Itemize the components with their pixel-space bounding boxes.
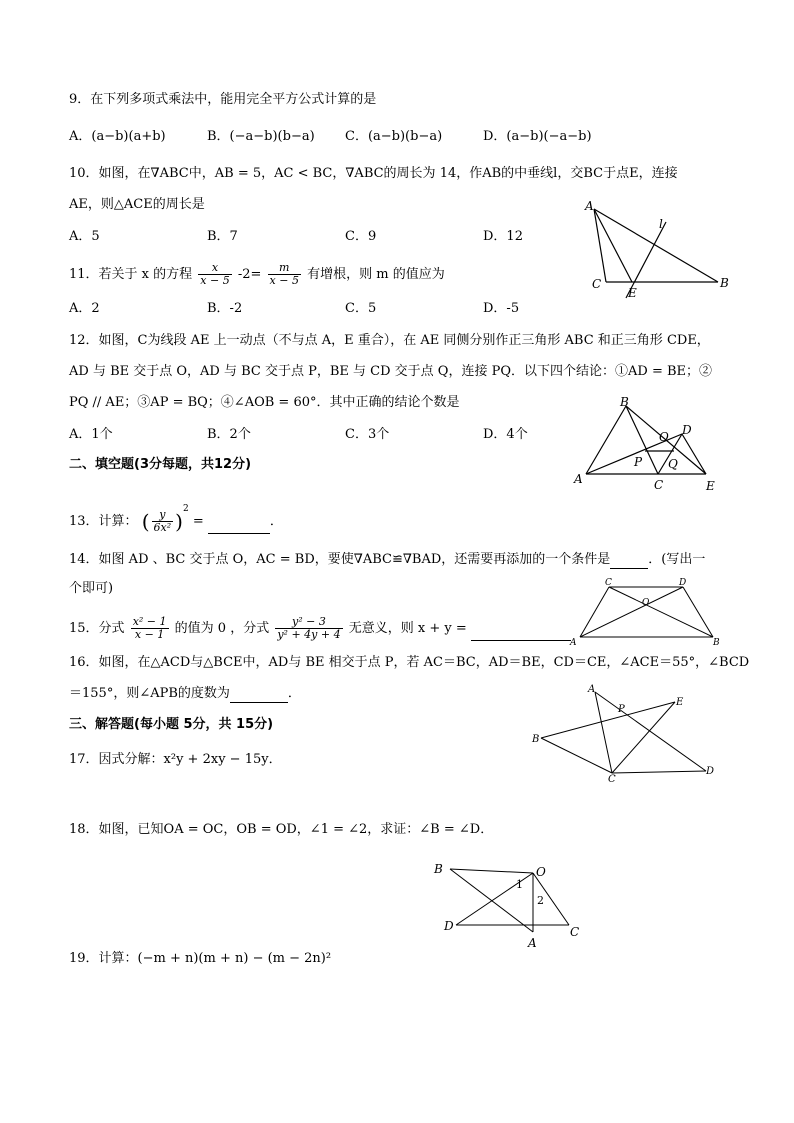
q16-label-e: E [676, 697, 684, 708]
q15-frac1: $\frac{\text{x² − 1}}{x - 1}$ [132, 615, 167, 641]
q16-answer-blank[interactable] [230, 688, 288, 703]
q14-label-c: C [605, 578, 612, 588]
q14-label-b: B [713, 638, 720, 648]
q11-option-a: A．2 [69, 301, 100, 316]
q14-tail: ．(写出一 [648, 552, 706, 567]
q18-label-c: C [570, 925, 580, 939]
q12-label-b: B [620, 395, 629, 409]
q13-frac: $\frac{y}{\text{6x²}}$ [153, 508, 172, 534]
q12-label-a: A [574, 472, 583, 486]
q11-stem [69, 262, 445, 287]
q10-figure [580, 200, 740, 305]
q14-line1 [69, 551, 705, 569]
q10-label-a: A [585, 199, 594, 213]
q12-line1: 12．如图，C为线段 AE 上一动点（不与点 A，E 重合），在 AE 同侧分别作正三角形 ABC 和正三角形 CDE， [69, 333, 710, 348]
q9-option-c: C．(a−b)(b−a) [345, 129, 443, 144]
q10-line2: AE，则△ACE的周长是 [69, 197, 205, 212]
q14-stem: 14．如图 AD 、BC 交于点 O，AC = BD，要使∇ABC≌∇BAD，还需要再添加的一个条件是 [69, 552, 611, 567]
q13-equals: = [192, 514, 204, 529]
q16-figure [530, 685, 730, 785]
q11-post: 有增根，则 m 的值应为 [307, 267, 445, 282]
q11-pre: 11．若关于 x 的方程 [69, 267, 193, 282]
q9-option-b: B．(−a−b)(b−a) [207, 129, 315, 144]
q13-pre: 13．计算： [69, 514, 138, 529]
q15-post: 无意义，则 x + y = [348, 621, 467, 636]
section-2-title: 二、填空题(3分每题，共12分) [69, 457, 252, 472]
q12-line3: PQ // AE；③AP = BQ；④∠AOB = 60°．其中正确的结论个数是 [69, 395, 460, 410]
q10-option-c: C．9 [345, 229, 377, 244]
q10-option-b: B．7 [207, 229, 238, 244]
q18-label-d: D [444, 919, 454, 933]
q11-frac1: $\frac{x}{x - 5}$ [200, 261, 230, 287]
q14-label-o: O [642, 598, 650, 608]
q9-option-a: A．(a−b)(a+b) [69, 129, 166, 144]
q12-label-e: E [706, 479, 715, 493]
q16-label-b: B [532, 734, 540, 745]
q13-end: ． [269, 514, 283, 529]
q11-frac2: $\frac{m}{x - 5}$ [269, 261, 299, 287]
q10-option-a: A．5 [69, 229, 100, 244]
q10-label-c: C [592, 277, 602, 291]
q16-end: ． [287, 686, 301, 701]
q12-option-c: C．3个 [345, 427, 390, 442]
q18-label-a: A [528, 936, 537, 950]
q16-line2 [69, 685, 301, 703]
q14-label-d: D [679, 578, 687, 588]
q13-answer-blank[interactable] [208, 519, 270, 534]
q15-mid: 的值为 0 ，分式 [174, 621, 270, 636]
q15-answer-blank[interactable] [471, 626, 571, 641]
q9-stem: 9．在下列多项式乘法中，能用完全平方公式计算的是 [69, 92, 377, 107]
q10-label-b: B [720, 276, 729, 290]
q16-label-c: C [608, 774, 616, 785]
q16-stem-end: ＝155°，则∠APB的度数为 [69, 686, 230, 701]
q12-label-d: D [682, 423, 692, 437]
q10-line1: 10．如图，在∇ABC中，AB = 5，AC < BC，∇ABC的周长为 14，作AB的中垂线l，交BC于点E，连接 [69, 166, 678, 181]
q14-answer-blank[interactable] [610, 554, 648, 569]
q19-stem: 19．计算：(−m + n)(m + n) − (m − 2n)² [69, 951, 332, 966]
q13-stem: 13．计算： ( $\frac{y}{\text{6x²}}$ )$^2$ = ． [69, 504, 283, 534]
q14-figure [565, 575, 725, 650]
q11-option-b: B．-2 [207, 301, 243, 316]
q18-figure [430, 858, 590, 948]
q11-option-c: C．5 [345, 301, 377, 316]
q12-label-c: C [654, 478, 664, 492]
q16-label-p: P [618, 704, 625, 715]
q12-option-b: B．2个 [207, 427, 251, 442]
q15-frac2: $\frac{\text{y² − 3}}{\text{y² + 4y + 4}}$ [277, 615, 341, 641]
q18-angle-1: 1 [516, 878, 523, 891]
q15-pre: 15．分式 [69, 621, 125, 636]
section-3-title: 三、解答题(每小题 5分，共 15分) [69, 717, 274, 732]
q16-line1: 16．如图，在△ACD与△BCE中，AD与 BE 相交于点 P，若 AC＝BC，AD＝BE，CD＝CE，∠ACE＝55°，∠BCD [69, 655, 750, 670]
q10-label-l: l [659, 217, 663, 231]
q14-label-a: A [570, 638, 577, 648]
q10-option-d: D．12 [483, 229, 523, 244]
q12-option-a: A．1个 [69, 427, 113, 442]
q18-label-o: O [536, 865, 546, 879]
q18-angle-2: 2 [537, 894, 544, 907]
q12-label-o: O [659, 430, 669, 444]
q12-option-d: D．4个 [483, 427, 528, 442]
q18-label-b: B [434, 862, 443, 876]
q16-label-d: D [706, 766, 715, 777]
q12-label-p: P [634, 455, 643, 469]
q12-line2: AD 与 BE 交于点 O，AD 与 BC 交于点 P，BE 与 CD 交于点 Q，连接 PQ．以下四个结论：①AD = BE；② [69, 364, 713, 379]
q15-stem [69, 616, 571, 641]
q11-option-d: D．-5 [483, 301, 520, 316]
q9-option-d: D．(a−b)(−a−b) [483, 129, 592, 144]
q13-exponent: 2 [182, 504, 189, 514]
q12-figure [570, 394, 720, 494]
q10-label-e: E [628, 286, 637, 300]
q12-label-q: Q [668, 457, 678, 471]
q17-stem: 17．因式分解：x²y + 2xy − 15y． [69, 752, 282, 767]
q11-mid: -2= [237, 267, 262, 282]
q16-label-a: A [588, 684, 596, 695]
q18-stem: 18．如图，已知OA = OC，OB = OD，∠1 = ∠2，求证：∠B = ∠D． [69, 822, 494, 837]
q14-line2: 个即可) [69, 581, 114, 596]
